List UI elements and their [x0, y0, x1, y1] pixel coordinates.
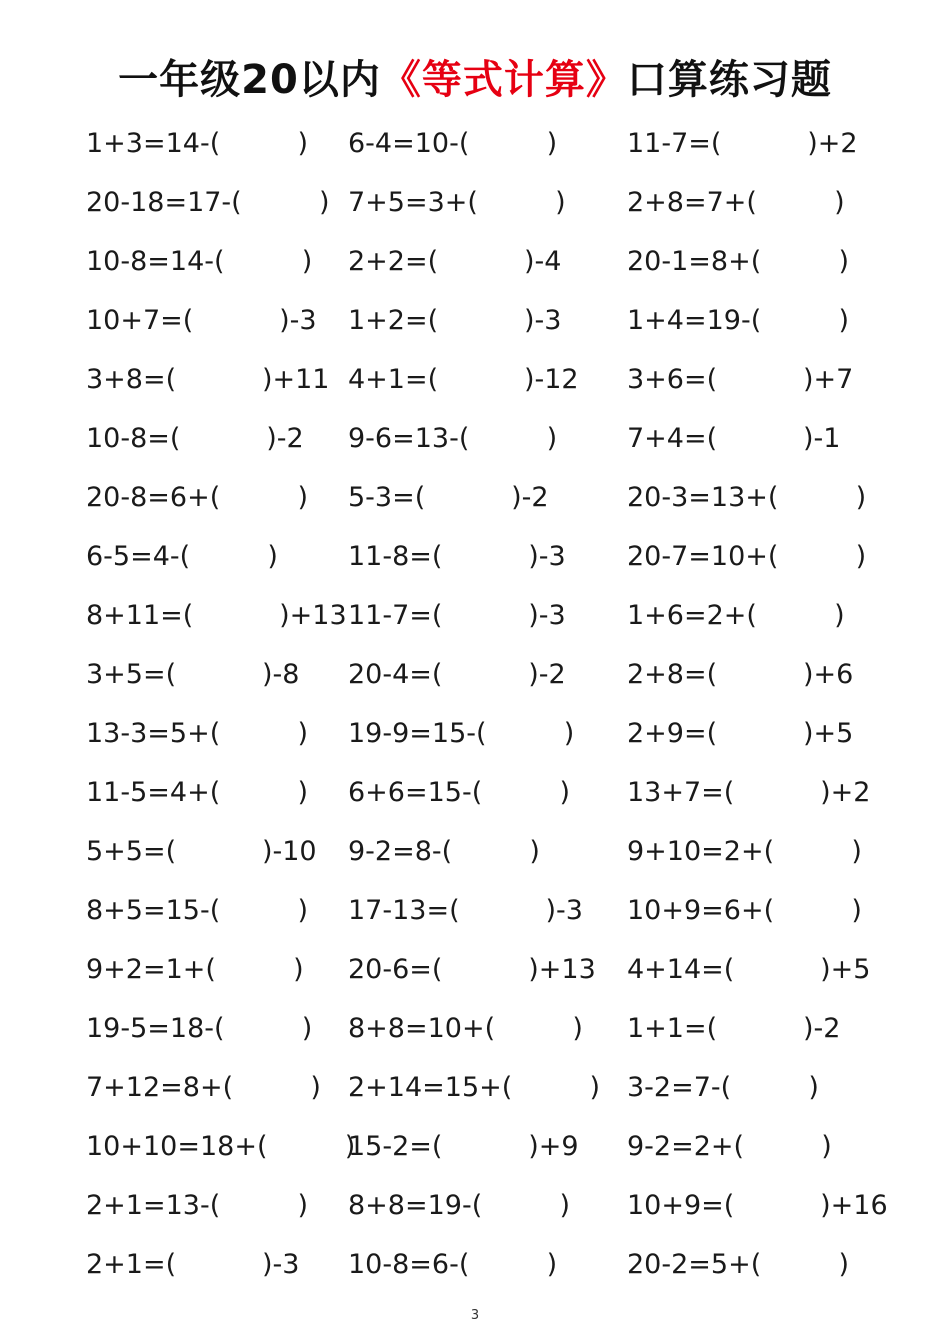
problem-item: 3-2=7-( )	[627, 1072, 819, 1103]
problem-item: 17-13=( )-3	[348, 895, 583, 926]
problem-item: 2+8=( )+6	[627, 659, 854, 690]
problem-item: 10+7=( )-3	[86, 305, 317, 336]
problem-row	[0, 173, 950, 232]
problem-row	[0, 114, 950, 173]
problem-item: 2+8=7+( )	[627, 187, 845, 218]
problem-row	[0, 1176, 950, 1235]
problem-item: 19-9=15-( )	[348, 718, 575, 749]
problem-item: 9-6=13-( )	[348, 423, 558, 454]
title-suffix: 口算练习题	[626, 57, 832, 103]
problem-item: 6-5=4-( )	[86, 541, 278, 572]
problem-item: 9+2=1+( )	[86, 954, 304, 985]
problem-item: 4+14=( )+5	[627, 954, 871, 985]
problem-row	[0, 468, 950, 527]
problem-row	[0, 763, 950, 822]
problem-item: 10+9=( )+16	[627, 1190, 888, 1221]
problem-item: 2+1=( )-3	[86, 1249, 300, 1280]
problem-item: 2+2=( )-4	[348, 246, 562, 277]
problem-row	[0, 232, 950, 291]
page-title	[0, 50, 950, 110]
problem-item: 11-7=( )-3	[348, 600, 566, 631]
problem-row	[0, 645, 950, 704]
title-prefix: 一年级20以内	[118, 57, 381, 103]
problem-item: 1+2=( )-3	[348, 305, 562, 336]
problem-item: 20-6=( )+13	[348, 954, 596, 985]
problem-item: 1+4=19-( )	[627, 305, 850, 336]
problem-item: 8+8=10+( )	[348, 1013, 583, 1044]
problem-item: 2+14=15+( )	[348, 1072, 601, 1103]
problem-item: 3+5=( )-8	[86, 659, 300, 690]
problem-row	[0, 1235, 950, 1294]
problem-item: 10+9=6+( )	[627, 895, 862, 926]
problem-item: 7+4=( )-1	[627, 423, 841, 454]
problem-item: 2+1=13-( )	[86, 1190, 309, 1221]
problem-item: 9-2=8-( )	[348, 836, 540, 867]
problem-item: 13-3=5+( )	[86, 718, 309, 749]
problem-row	[0, 291, 950, 350]
problem-item: 9-2=2+( )	[627, 1131, 832, 1162]
problem-item: 1+6=2+( )	[627, 600, 845, 631]
problem-item: 20-4=( )-2	[348, 659, 566, 690]
problem-grid	[0, 114, 950, 1294]
problem-item: 20-3=13+( )	[627, 482, 867, 513]
problem-item: 5-3=( )-2	[348, 482, 549, 513]
problem-item: 1+1=( )-2	[627, 1013, 841, 1044]
problem-item: 11-7=( )+2	[627, 128, 858, 159]
problem-item: 19-5=18-( )	[86, 1013, 313, 1044]
problem-item: 6-4=10-( )	[348, 128, 558, 159]
problem-item: 15-2=( )+9	[348, 1131, 579, 1162]
problem-item: 20-18=17-( )	[86, 187, 330, 218]
title-highlight: 《等式计算》	[380, 57, 627, 103]
problem-item: 1+3=14-( )	[86, 128, 309, 159]
problem-item: 7+5=3+( )	[348, 187, 566, 218]
problem-item: 7+12=8+( )	[86, 1072, 321, 1103]
problem-row	[0, 881, 950, 940]
problem-row	[0, 940, 950, 999]
problem-item: 10-8=6-( )	[348, 1249, 558, 1280]
problem-item: 20-8=6+( )	[86, 482, 309, 513]
problem-item: 13+7=( )+2	[627, 777, 871, 808]
problem-row	[0, 1117, 950, 1176]
problem-item: 9+10=2+( )	[627, 836, 862, 867]
problem-item: 11-5=4+( )	[86, 777, 309, 808]
problem-row	[0, 822, 950, 881]
problem-row	[0, 409, 950, 468]
problem-item: 20-7=10+( )	[627, 541, 867, 572]
problem-item: 8+11=( )+13	[86, 600, 347, 631]
problem-item: 8+5=15-( )	[86, 895, 309, 926]
page-number: 3	[470, 1308, 480, 1323]
problem-row	[0, 586, 950, 645]
problem-item: 8+8=19-( )	[348, 1190, 571, 1221]
problem-item: 3+8=( )+11	[86, 364, 330, 395]
problem-item: 2+9=( )+5	[627, 718, 854, 749]
problem-row	[0, 704, 950, 763]
problem-item: 4+1=( )-12	[348, 364, 579, 395]
problem-row	[0, 1058, 950, 1117]
problem-row	[0, 350, 950, 409]
problem-item: 5+5=( )-10	[86, 836, 317, 867]
problem-item: 10+10=18+( )	[86, 1131, 356, 1162]
problem-item: 10-8=14-( )	[86, 246, 313, 277]
problem-row	[0, 527, 950, 586]
problem-row	[0, 999, 950, 1058]
problem-item: 3+6=( )+7	[627, 364, 854, 395]
problem-item: 20-2=5+( )	[627, 1249, 850, 1280]
problem-item: 6+6=15-( )	[348, 777, 571, 808]
problem-item: 20-1=8+( )	[627, 246, 850, 277]
problem-item: 10-8=( )-2	[86, 423, 304, 454]
problem-item: 11-8=( )-3	[348, 541, 566, 572]
